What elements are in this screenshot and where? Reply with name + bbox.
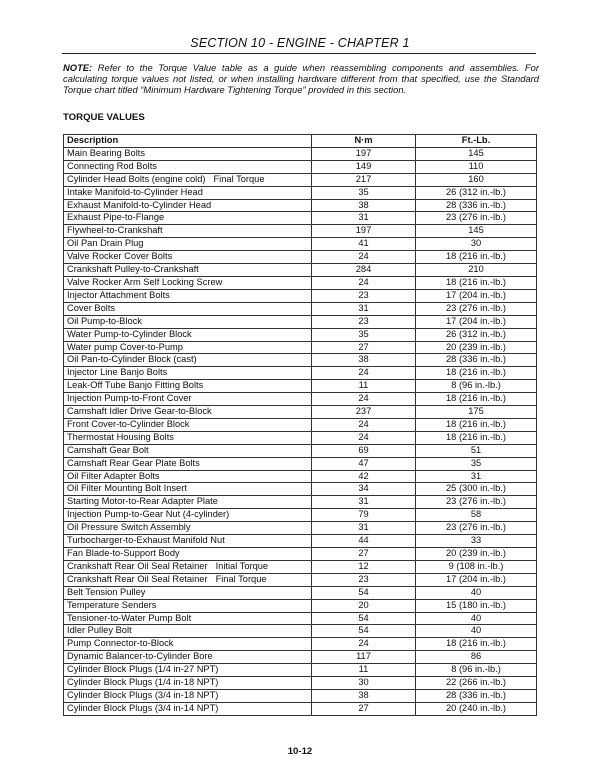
row-description: Pump Connector-to-Block xyxy=(67,638,174,649)
table-row xyxy=(64,548,537,561)
table-row xyxy=(64,147,537,160)
row-ftlb-value: 28 (336 in.-lb.) xyxy=(416,689,537,702)
table-row xyxy=(64,612,537,625)
row-description-cell xyxy=(64,264,312,277)
table-row xyxy=(64,677,537,690)
row-description: Tensioner-to-Water Pump Bolt xyxy=(67,612,192,623)
table-row xyxy=(64,264,537,277)
row-ftlb-value: 17 (204 in.-lb.) xyxy=(416,573,537,586)
table-row xyxy=(64,560,537,573)
row-description: Cylinder Block Plugs (1/4 in-18 NPT) xyxy=(67,677,219,688)
row-nm-value: 42 xyxy=(312,470,416,483)
row-ftlb-value: 15 (180 in.-lb.) xyxy=(416,599,537,612)
row-description: Starting Motor-to-Rear Adapter Plate xyxy=(67,496,218,507)
row-description-cell xyxy=(64,186,312,199)
row-description: Oil Pressure Switch Assembly xyxy=(67,522,191,533)
row-description: Injector Line Banjo Bolts xyxy=(67,367,168,378)
row-description: Oil Pump-to-Block xyxy=(67,315,142,326)
row-description-cell xyxy=(64,586,312,599)
row-description-cell xyxy=(64,677,312,690)
row-description-cell xyxy=(64,367,312,380)
row-description-cell xyxy=(64,302,312,315)
row-nm-value: 24 xyxy=(312,418,416,431)
row-nm-value: 31 xyxy=(312,302,416,315)
table-row xyxy=(64,251,537,264)
row-description-cell xyxy=(64,354,312,367)
row-nm-value: 23 xyxy=(312,289,416,302)
row-ftlb-value: 40 xyxy=(416,625,537,638)
row-description: Crankshaft Rear Oil Seal Retainer xyxy=(67,573,208,584)
table-row xyxy=(64,393,537,406)
row-ftlb-value: 40 xyxy=(416,612,537,625)
row-description: Oil Filter Mounting Bolt Insert xyxy=(67,483,187,494)
row-nm-value: 237 xyxy=(312,406,416,419)
row-description-cell xyxy=(64,341,312,354)
row-description-cell xyxy=(64,393,312,406)
row-ftlb-value: 20 (240 in.-lb.) xyxy=(416,702,537,715)
row-description-cell xyxy=(64,689,312,702)
table-row xyxy=(64,470,537,483)
row-description: Fan Blade-to-Support Body xyxy=(67,548,180,558)
row-nm-value: 31 xyxy=(312,522,416,535)
row-description: Main Bearing Bolts xyxy=(67,147,146,158)
row-description-cell xyxy=(64,664,312,677)
note-text: Refer to the Torque Value table as a guide when reassembling components and assemblies. For calculating torque values not listed, or when installing hardware different from that specified, use the Standard Torque chart titled “Minimum Hardware Tightening Torque” provided in this section. xyxy=(63,62,539,96)
row-nm-value: 24 xyxy=(312,431,416,444)
table-row xyxy=(64,199,537,212)
row-nm-value: 284 xyxy=(312,264,416,277)
row-ftlb-value: 20 (239 in.-lb.) xyxy=(416,341,537,354)
row-nm-value: 69 xyxy=(312,444,416,457)
row-description: Crankshaft Rear Oil Seal Retainer xyxy=(67,560,208,571)
row-ftlb-value: 30 xyxy=(416,238,537,251)
table-row xyxy=(64,535,537,548)
row-nm-value: 149 xyxy=(312,160,416,173)
table-row xyxy=(64,625,537,638)
row-description: Injection Pump-to-Gear Nut (4-cylinder) xyxy=(67,509,230,520)
table-row xyxy=(64,225,537,238)
table-row xyxy=(64,496,537,509)
row-nm-value: 11 xyxy=(312,380,416,393)
row-description: Exhaust Manifold-to-Cylinder Head xyxy=(67,199,212,210)
row-ftlb-value: 31 xyxy=(416,470,537,483)
row-nm-value: 30 xyxy=(312,677,416,690)
row-description-cell xyxy=(64,173,312,186)
row-description-cell xyxy=(64,147,312,160)
row-nm-value: 41 xyxy=(312,238,416,251)
row-description-cell xyxy=(64,225,312,238)
row-ftlb-value: 23 (276 in.-lb.) xyxy=(416,212,537,225)
row-nm-value: 31 xyxy=(312,496,416,509)
row-ftlb-value: 23 (276 in.-lb.) xyxy=(416,496,537,509)
table-row xyxy=(64,509,537,522)
row-description-cell xyxy=(64,612,312,625)
row-description-cell xyxy=(64,212,312,225)
row-ftlb-value: 20 (239 in.-lb.) xyxy=(416,548,537,561)
note-label: NOTE: xyxy=(63,62,93,73)
table-row xyxy=(64,276,537,289)
row-nm-value: 20 xyxy=(312,599,416,612)
row-description-cell xyxy=(64,651,312,664)
row-nm-value: 34 xyxy=(312,483,416,496)
table-row xyxy=(64,638,537,651)
row-nm-value: 24 xyxy=(312,276,416,289)
row-nm-value: 27 xyxy=(312,702,416,715)
table-row xyxy=(64,418,537,431)
row-description-cell xyxy=(64,444,312,457)
table-row xyxy=(64,431,537,444)
row-nm-value: 197 xyxy=(312,225,416,238)
row-description-cell xyxy=(64,315,312,328)
row-description: Injection Pump-to-Front Cover xyxy=(67,393,192,404)
row-ftlb-value: 145 xyxy=(416,147,537,160)
row-ftlb-value: 28 (336 in.-lb.) xyxy=(416,354,537,367)
row-nm-value: 24 xyxy=(312,251,416,264)
row-ftlb-value: 86 xyxy=(416,651,537,664)
row-description: Belt Tension Pulley xyxy=(67,586,146,597)
row-ftlb-value: 23 (276 in.-lb.) xyxy=(416,302,537,315)
row-ftlb-value: 18 (216 in.-lb.) xyxy=(416,276,537,289)
row-description-cell xyxy=(64,199,312,212)
row-description: Intake Manifold-to-Cylinder Head xyxy=(67,186,203,197)
row-description: Temperature Senders xyxy=(67,599,157,610)
row-description: Front Cover-to-Cylinder Block xyxy=(67,418,190,429)
row-description-cell xyxy=(64,328,312,341)
row-nm-value: 35 xyxy=(312,186,416,199)
row-description: Cylinder Block Plugs (1/4 in-27 NPT) xyxy=(67,664,219,675)
row-description-cell xyxy=(64,238,312,251)
header-nm: N·m xyxy=(312,135,416,148)
table-row xyxy=(64,599,537,612)
torque-values-table xyxy=(63,134,537,716)
row-ftlb-value: 26 (312 in.-lb.) xyxy=(416,186,537,199)
row-description: Flywheel-to-Crankshaft xyxy=(67,225,163,236)
row-nm-value: 11 xyxy=(312,664,416,677)
row-ftlb-value: 17 (204 in.-lb.) xyxy=(416,289,537,302)
table-row xyxy=(64,238,537,251)
header-description: Description xyxy=(64,135,312,148)
row-description: Oil Pan-to-Cylinder Block (cast) xyxy=(67,354,197,365)
table-row xyxy=(64,651,537,664)
row-nm-value: 27 xyxy=(312,341,416,354)
page-number: 10-12 xyxy=(287,746,313,757)
row-torque-stage: Final Torque xyxy=(213,173,265,184)
table-row xyxy=(64,664,537,677)
row-description: Connecting Rod Bolts xyxy=(67,160,157,171)
row-description: Dynamic Balancer-to-Cylinder Bore xyxy=(67,651,213,662)
table-title: TORQUE VALUES xyxy=(63,112,145,123)
table-row xyxy=(64,702,537,715)
row-torque-stage: Final Torque xyxy=(215,573,267,584)
row-description: Crankshaft Pulley-to-Crankshaft xyxy=(67,264,199,275)
row-description-cell xyxy=(64,470,312,483)
row-description: Thermostat Housing Bolts xyxy=(67,431,174,442)
row-description: Camshaft Gear Bolt xyxy=(67,444,149,455)
row-description: Valve Rocker Arm Self Locking Screw xyxy=(67,276,223,287)
row-ftlb-value: 23 (276 in.-lb.) xyxy=(416,522,537,535)
row-description-cell xyxy=(64,560,312,573)
table-row xyxy=(64,160,537,173)
row-ftlb-value: 35 xyxy=(416,457,537,470)
row-ftlb-value: 18 (216 in.-lb.) xyxy=(416,431,537,444)
row-nm-value: 27 xyxy=(312,548,416,561)
row-description: Oil Filter Adapter Bolts xyxy=(67,470,160,481)
table-row xyxy=(64,444,537,457)
table-row xyxy=(64,328,537,341)
row-description: Camshaft Idler Drive Gear-to-Block xyxy=(67,406,212,417)
header-ft-lb: Ft.-Lb. xyxy=(416,135,537,148)
table-body xyxy=(64,147,537,715)
row-description: Idler Pulley Bolt xyxy=(67,625,132,636)
row-description-cell xyxy=(64,251,312,264)
table-row xyxy=(64,483,537,496)
row-description-cell xyxy=(64,431,312,444)
row-description: Exhaust Pipe-to-Flange xyxy=(67,212,165,223)
row-nm-value: 31 xyxy=(312,212,416,225)
table-row xyxy=(64,573,537,586)
row-ftlb-value: 210 xyxy=(416,264,537,277)
row-description: Valve Rocker Cover Bolts xyxy=(67,251,173,262)
table-row xyxy=(64,367,537,380)
table-row xyxy=(64,212,537,225)
row-description: Cover Bolts xyxy=(67,302,116,313)
row-ftlb-value: 51 xyxy=(416,444,537,457)
table-row xyxy=(64,173,537,186)
header-rule xyxy=(62,53,536,54)
row-nm-value: 24 xyxy=(312,367,416,380)
row-description-cell xyxy=(64,289,312,302)
row-description-cell xyxy=(64,522,312,535)
row-ftlb-value: 18 (216 in.-lb.) xyxy=(416,393,537,406)
row-ftlb-value: 18 (216 in.-lb.) xyxy=(416,418,537,431)
row-description-cell xyxy=(64,483,312,496)
table-row xyxy=(64,289,537,302)
row-description: Oil Pan Drain Plug xyxy=(67,238,144,249)
row-ftlb-value: 28 (336 in.-lb.) xyxy=(416,199,537,212)
row-nm-value: 24 xyxy=(312,393,416,406)
row-nm-value: 38 xyxy=(312,199,416,212)
row-ftlb-value: 175 xyxy=(416,406,537,419)
row-description-cell xyxy=(64,496,312,509)
table-row xyxy=(64,689,537,702)
table-row xyxy=(64,354,537,367)
table-header-row xyxy=(64,135,537,148)
row-description-cell xyxy=(64,457,312,470)
row-description-cell xyxy=(64,418,312,431)
row-description-cell xyxy=(64,509,312,522)
row-description: Water Pump-to-Cylinder Block xyxy=(67,328,192,339)
row-ftlb-value: 145 xyxy=(416,225,537,238)
row-ftlb-value: 22 (266 in.-lb.) xyxy=(416,677,537,690)
table-row xyxy=(64,341,537,354)
row-nm-value: 24 xyxy=(312,638,416,651)
table-row xyxy=(64,186,537,199)
row-ftlb-value: 18 (216 in.-lb.) xyxy=(416,367,537,380)
row-ftlb-value: 8 (96 in.-lb.) xyxy=(416,380,537,393)
row-description: Cylinder Head Bolts (engine cold) xyxy=(67,173,206,184)
row-description-cell xyxy=(64,160,312,173)
row-ftlb-value: 58 xyxy=(416,509,537,522)
row-description: Injector Attachment Bolts xyxy=(67,289,170,300)
row-nm-value: 54 xyxy=(312,625,416,638)
page-header: SECTION 10 - ENGINE - CHAPTER 1 xyxy=(190,36,410,50)
row-nm-value: 197 xyxy=(312,147,416,160)
row-nm-value: 23 xyxy=(312,573,416,586)
row-nm-value: 79 xyxy=(312,509,416,522)
row-nm-value: 12 xyxy=(312,560,416,573)
row-ftlb-value: 25 (300 in.-lb.) xyxy=(416,483,537,496)
row-torque-stage: Initial Torque xyxy=(215,560,269,571)
row-nm-value: 38 xyxy=(312,689,416,702)
row-description-cell xyxy=(64,599,312,612)
table-row xyxy=(64,457,537,470)
row-nm-value: 47 xyxy=(312,457,416,470)
table-row xyxy=(64,406,537,419)
row-nm-value: 23 xyxy=(312,315,416,328)
row-ftlb-value: 110 xyxy=(416,160,537,173)
table-row xyxy=(64,586,537,599)
row-ftlb-value: 40 xyxy=(416,586,537,599)
row-description-cell xyxy=(64,702,312,715)
row-nm-value: 54 xyxy=(312,612,416,625)
row-ftlb-value: 26 (312 in.-lb.) xyxy=(416,328,537,341)
row-description: Leak-Off Tube Banjo Fitting Bolts xyxy=(67,380,204,391)
table-row xyxy=(64,302,537,315)
row-nm-value: 44 xyxy=(312,535,416,548)
row-description-cell xyxy=(64,625,312,638)
row-ftlb-value: 18 (216 in.-lb.) xyxy=(416,251,537,264)
row-ftlb-value: 33 xyxy=(416,535,537,548)
table-row xyxy=(64,315,537,328)
row-nm-value: 117 xyxy=(312,651,416,664)
table-row xyxy=(64,380,537,393)
row-nm-value: 35 xyxy=(312,328,416,341)
row-description-cell xyxy=(64,535,312,548)
row-description-cell xyxy=(64,406,312,419)
row-description: Cylinder Block Plugs (3/4 in-18 NPT) xyxy=(67,689,219,700)
row-nm-value: 217 xyxy=(312,173,416,186)
row-description-cell xyxy=(64,276,312,289)
row-nm-value: 38 xyxy=(312,354,416,367)
row-description-cell xyxy=(64,573,312,586)
row-ftlb-value: 18 (216 in.-lb.) xyxy=(416,638,537,651)
row-description: Water pump Cover-to-Pump xyxy=(67,341,183,352)
row-nm-value: 54 xyxy=(312,586,416,599)
note-paragraph xyxy=(63,62,539,96)
row-ftlb-value: 8 (96 in.-lb.) xyxy=(416,664,537,677)
table-row xyxy=(64,522,537,535)
row-description: Turbocharger-to-Exhaust Manifold Nut xyxy=(67,535,225,546)
row-description-cell xyxy=(64,548,312,561)
row-description: Camshaft Rear Gear Plate Bolts xyxy=(67,457,200,468)
row-ftlb-value: 9 (108 in.-lb.) xyxy=(416,560,537,573)
row-ftlb-value: 160 xyxy=(416,173,537,186)
row-ftlb-value: 17 (204 in.-lb.) xyxy=(416,315,537,328)
row-description: Cylinder Block Plugs (3/4 in-14 NPT) xyxy=(67,702,219,713)
row-description-cell xyxy=(64,380,312,393)
row-description-cell xyxy=(64,638,312,651)
